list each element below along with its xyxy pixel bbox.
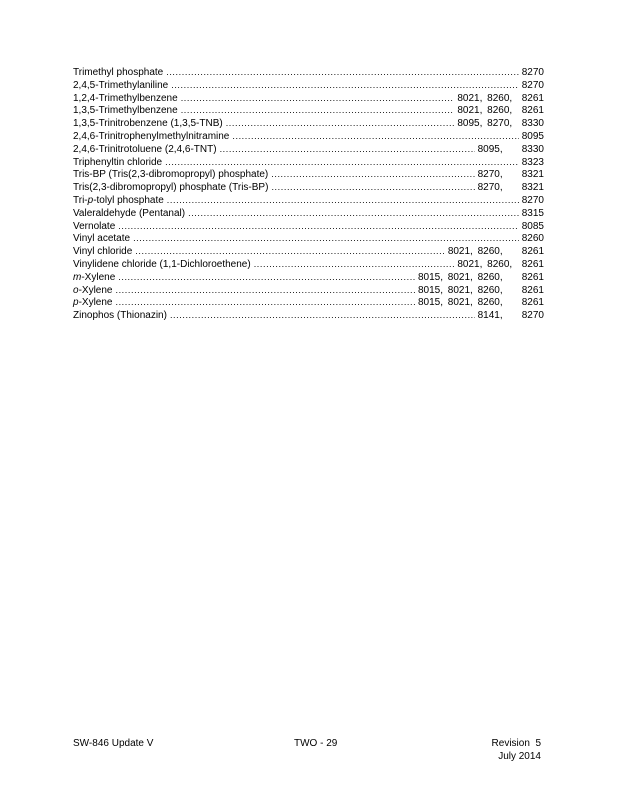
chemical-name-prefix: Tri- bbox=[73, 194, 88, 206]
footer-page-number: TWO - 29 bbox=[294, 738, 338, 749]
chemical-name-text: 2,4,5-Trimethylaniline bbox=[73, 79, 169, 91]
footer-document-id: SW-846 Update V bbox=[73, 738, 154, 749]
index-entry bbox=[73, 271, 544, 284]
chemical-index bbox=[73, 66, 544, 322]
revision-number: Revision 5 bbox=[491, 738, 541, 749]
revision-date: July 2014 bbox=[498, 750, 541, 762]
index-entry bbox=[73, 79, 544, 92]
method-numbers: 8021, 8260, 8261 bbox=[447, 246, 544, 258]
method-numbers: 8141, 8270 bbox=[477, 310, 544, 322]
method-numbers: 8015, 8021, 8260, 8261 bbox=[418, 271, 544, 283]
chemical-name-text: Triphenyltin chloride bbox=[73, 156, 163, 168]
chemical-name-text: 2,4,6-Trinitrophenylmethylnitramine bbox=[73, 130, 230, 142]
index-entry bbox=[73, 104, 544, 117]
chemical-name bbox=[73, 221, 115, 234]
chemical-name-text: -tolyl phosphate bbox=[93, 194, 164, 206]
chemical-name bbox=[73, 195, 164, 208]
method-numbers: 8021, 8260, 8261 bbox=[457, 92, 544, 104]
method-numbers: 8260 bbox=[521, 233, 544, 245]
chemical-name bbox=[73, 131, 229, 144]
chemical-name bbox=[73, 297, 112, 310]
chemical-name-text: -Xylene bbox=[78, 297, 113, 309]
dot-leader bbox=[166, 66, 519, 79]
chemical-name bbox=[73, 246, 132, 259]
chemical-name-italic: p bbox=[73, 297, 79, 309]
method-numbers: 8021, 8260, 8261 bbox=[457, 258, 544, 270]
dot-leader bbox=[181, 104, 455, 117]
index-entry bbox=[73, 181, 544, 194]
index-entry bbox=[73, 117, 544, 130]
dot-leader bbox=[232, 130, 518, 143]
chemical-name-italic: o bbox=[73, 284, 79, 296]
dot-leader bbox=[115, 284, 415, 297]
chemical-name-text: Vinyl chloride bbox=[73, 246, 133, 258]
dot-leader bbox=[181, 92, 455, 105]
chemical-name-text: Tris-BP (Tris(2,3-dibromopropyl) phosphate) bbox=[73, 169, 269, 181]
chemical-name-text: Vinyl acetate bbox=[73, 233, 131, 245]
dot-leader bbox=[271, 168, 474, 181]
method-numbers: 8323 bbox=[521, 156, 544, 168]
index-entry bbox=[73, 130, 544, 143]
index-entry bbox=[73, 66, 544, 79]
chemical-name-text: Valeraldehyde (Pentanal) bbox=[73, 207, 186, 219]
chemical-name bbox=[73, 272, 115, 285]
index-entry bbox=[73, 284, 544, 297]
dot-leader bbox=[171, 79, 519, 92]
index-entry bbox=[73, 245, 544, 258]
method-numbers: 8315 bbox=[521, 207, 544, 219]
index-entry bbox=[73, 143, 544, 156]
method-numbers: 8021, 8260, 8261 bbox=[457, 105, 544, 117]
chemical-name-text: Vinylidene chloride (1,1-Dichloroethene) bbox=[73, 258, 251, 270]
dot-leader bbox=[135, 245, 445, 258]
dot-leader bbox=[254, 258, 455, 271]
chemical-name-text: Vernolate bbox=[73, 220, 116, 232]
chemical-name bbox=[73, 233, 130, 246]
chemical-name-text: 1,3,5-Trinitrobenzene (1,3,5-TNB) bbox=[73, 118, 223, 130]
index-entry bbox=[73, 296, 544, 309]
index-entry bbox=[73, 309, 544, 322]
method-numbers: 8015, 8021, 8260, 8261 bbox=[418, 284, 544, 296]
dot-leader bbox=[115, 296, 415, 309]
chemical-name bbox=[73, 105, 178, 118]
method-numbers: 8270 bbox=[521, 67, 544, 78]
chemical-name-text: 2,4,6-Trinitrotoluene (2,4,6-TNT) bbox=[73, 143, 217, 155]
chemical-name-text: Zinophos (Thionazin) bbox=[73, 310, 167, 322]
index-entry bbox=[73, 194, 544, 207]
index-entry bbox=[73, 92, 544, 105]
index-entry bbox=[73, 220, 544, 233]
index-entry bbox=[73, 258, 544, 271]
method-numbers: 8095, 8270, 8330 bbox=[457, 118, 544, 130]
dot-leader bbox=[271, 181, 474, 194]
method-numbers: 8270 bbox=[521, 79, 544, 91]
chemical-name bbox=[73, 67, 163, 80]
index-entry bbox=[73, 232, 544, 245]
dot-leader bbox=[188, 207, 519, 220]
chemical-name-italic: m bbox=[73, 271, 82, 283]
chemical-name-text: 1,3,5-Trimethylbenzene bbox=[73, 105, 178, 117]
chemical-name-text: -Xylene bbox=[78, 284, 113, 296]
dot-leader bbox=[226, 117, 455, 130]
method-numbers: 8085 bbox=[521, 220, 544, 232]
chemical-name bbox=[73, 310, 167, 323]
chemical-name bbox=[73, 157, 162, 170]
chemical-name-italic: p bbox=[87, 194, 94, 206]
chemical-name-text: -Xylene bbox=[81, 271, 116, 283]
chemical-name bbox=[73, 169, 268, 182]
chemical-name bbox=[73, 285, 112, 298]
chemical-name-text: Tris(2,3-dibromopropyl) phosphate (Tris-BP) bbox=[73, 182, 269, 194]
chemical-name bbox=[73, 80, 168, 93]
index-entry bbox=[73, 168, 544, 181]
footer-revision bbox=[489, 738, 541, 764]
chemical-name-text: Trimethyl phosphate bbox=[73, 67, 164, 78]
dot-leader bbox=[118, 220, 518, 233]
method-numbers: 8270 bbox=[521, 194, 544, 206]
dot-leader bbox=[165, 156, 519, 169]
dot-leader bbox=[220, 143, 475, 156]
chemical-name-text: 1,2,4-Trimethylbenzene bbox=[73, 92, 178, 104]
chemical-name bbox=[73, 93, 178, 106]
method-numbers: 8270, 8321 bbox=[477, 169, 544, 181]
dot-leader bbox=[170, 309, 475, 322]
dot-leader bbox=[118, 271, 415, 284]
chemical-name bbox=[73, 118, 223, 131]
dot-leader bbox=[133, 232, 519, 245]
method-numbers: 8015, 8021, 8260, 8261 bbox=[418, 297, 544, 309]
dot-leader bbox=[167, 194, 519, 207]
index-entry bbox=[73, 156, 544, 169]
method-numbers: 8095, 8330 bbox=[477, 143, 544, 155]
index-entry bbox=[73, 207, 544, 220]
method-numbers: 8270, 8321 bbox=[477, 182, 544, 194]
method-numbers: 8095 bbox=[521, 130, 544, 142]
